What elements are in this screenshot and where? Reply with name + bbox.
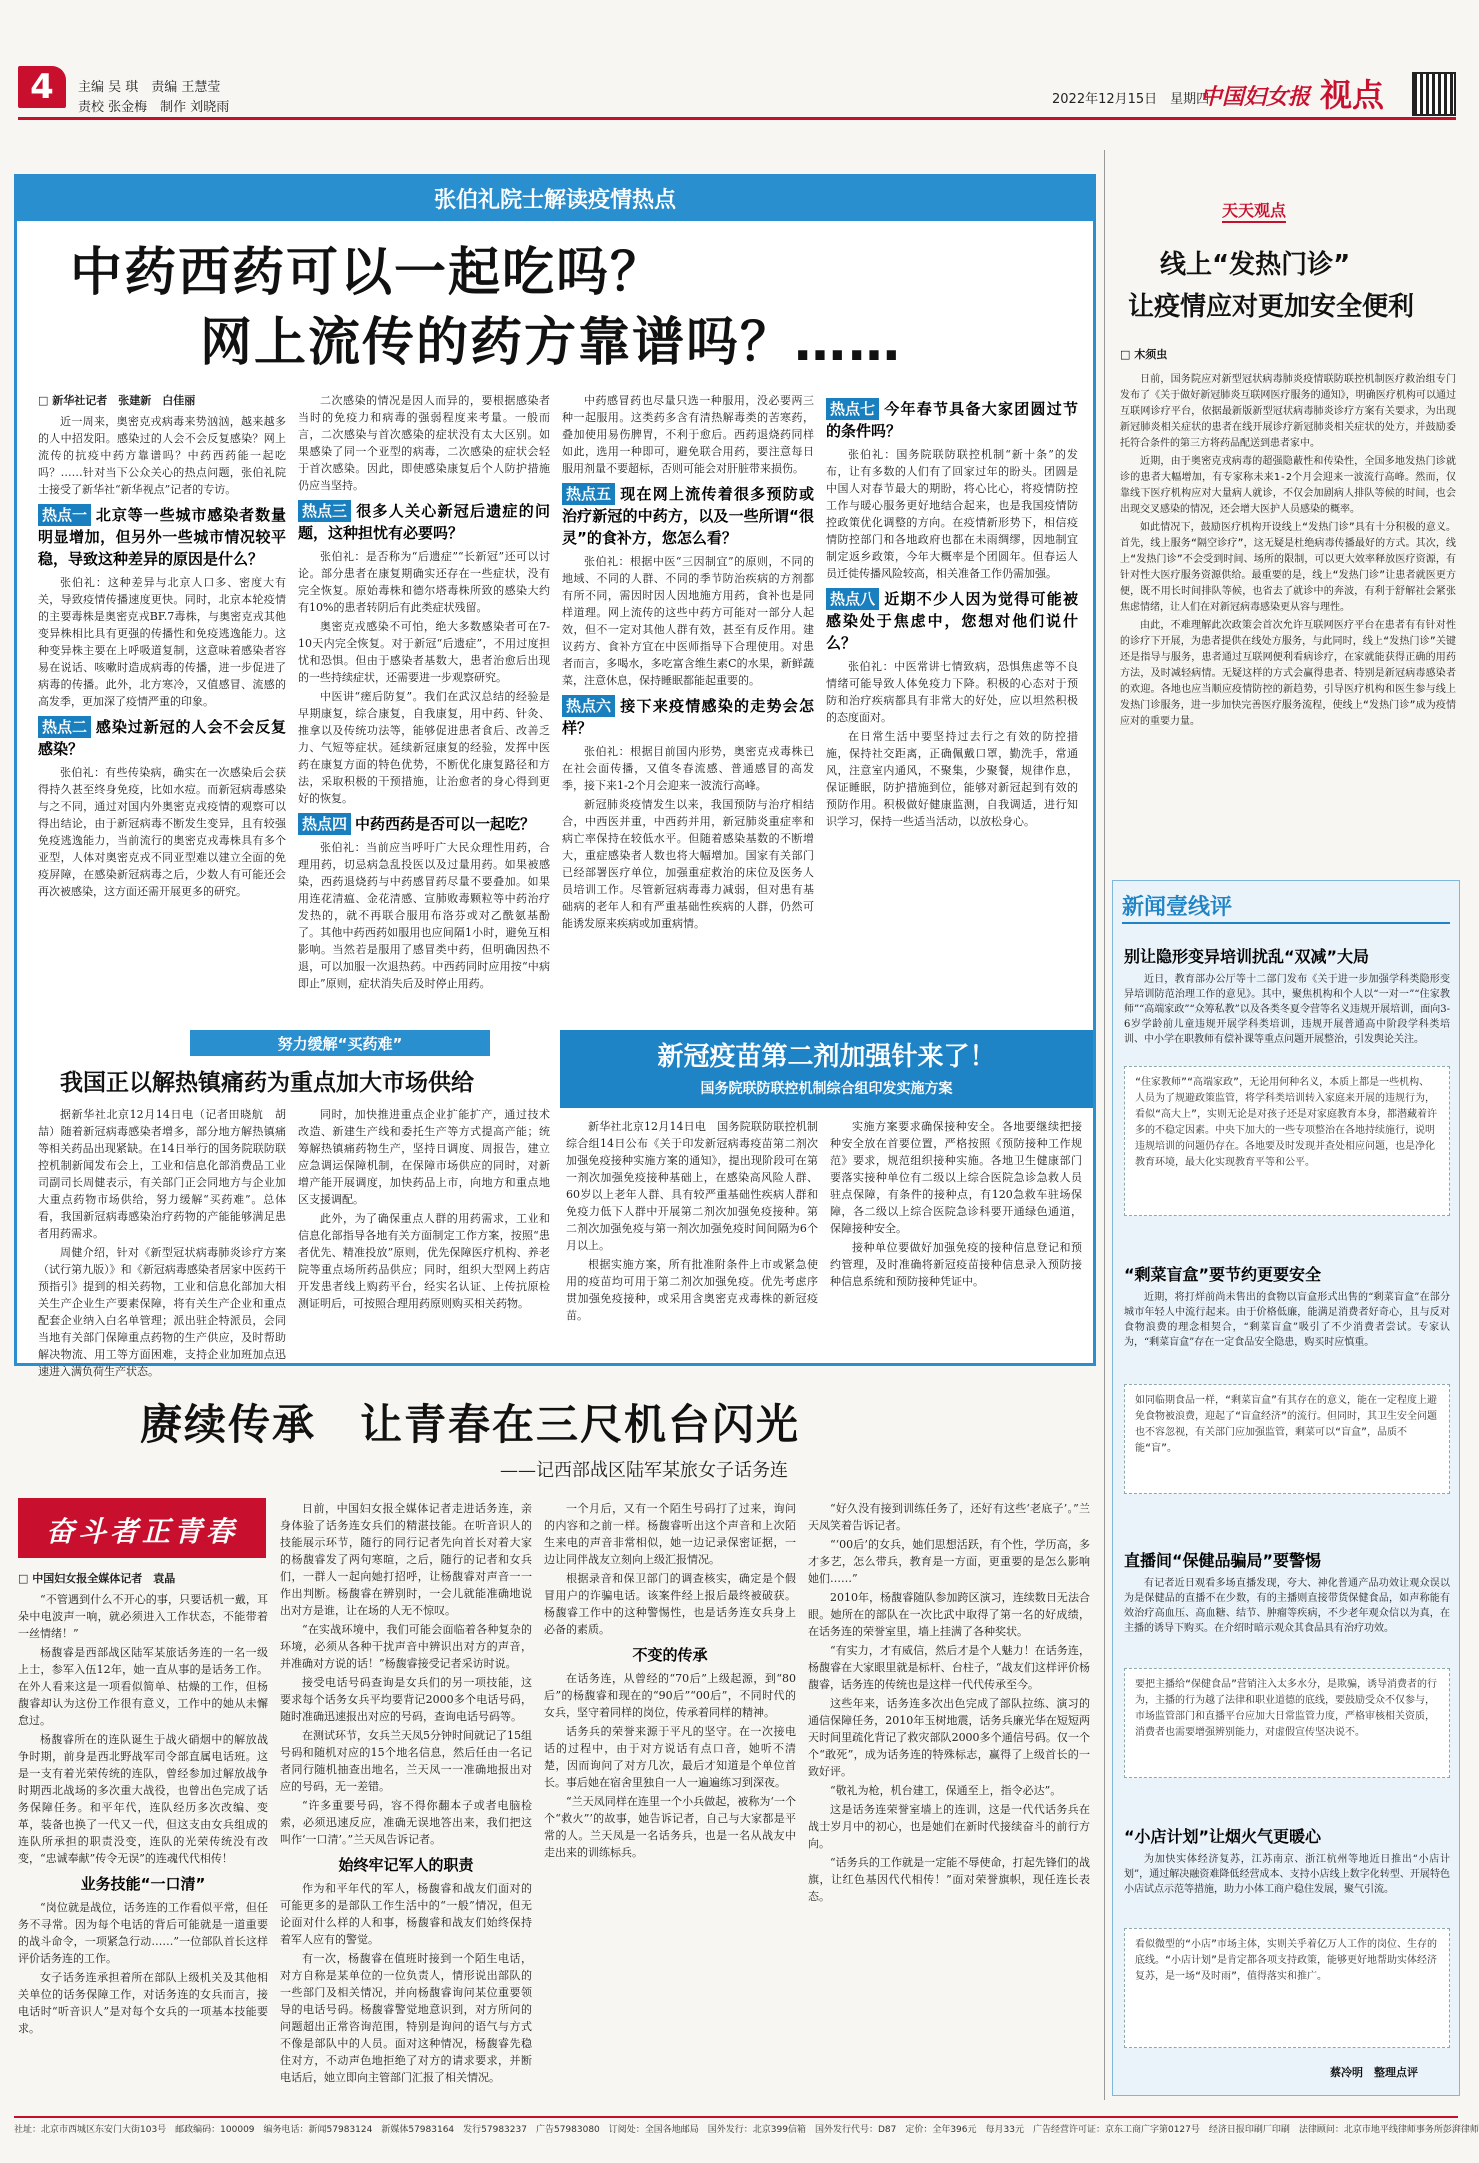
hot-question-4: 热点四 中药西药是否可以一起吃？ xyxy=(298,813,550,835)
column-logo-box xyxy=(18,1498,266,1558)
feature-p5: 女子话务连承担着所在部队上级机关及其他相关单位的话务保障工作，对话务连的女兵而言，接电话时“听音识人”是对每个女兵的一项基本技能要求。 xyxy=(18,1971,268,2035)
answer-4: 张伯礼：当前应当呼吁广大民众理性用药，合理用药，切忌病急乱投医以及过量用药。如果被感染，西药退烧药与中药感冒药尽量不要叠加。如果用连花清瘟、金花清感、宣肺败毒颗粒等中药治疗发热的，就不再联合服用布洛芬或对乙酰氨基酚了。其他中药西药如服用也应间隔1小时，避免互相影响。当然若是服用了感冒类中药，但明确因热不退，可以加服一次退热药。中西药同时应用按“中病即止”原则，症状消失后及时停止用药。 xyxy=(298,841,550,990)
issue-date: 2022年12月15日 星期四 xyxy=(1052,92,1210,107)
story3-p1: 新华社北京12月14日电 国务院联防联控机制综合组14日公布《关于印发新冠病毒疫苗第二剂次加强免疫接种实施方案的通知》，提出现阶段可在第一剂次加强免疫接种基础上，在感染高风险人群、60岁以上老年人群、具有较严重基础性疾病人群和免疫力低下人群中开展第二剂次加强免疫接种。第二剂次加强免疫与第一剂次加强免疫时间间隔为6个月以上。 xyxy=(566,1120,818,1252)
feature-byline: □ 中国妇女报全媒体记者 袁晶 xyxy=(18,1572,176,1585)
story2-kicker-band xyxy=(190,1030,490,1056)
xinwen-rule xyxy=(1122,922,1450,924)
hot-question-2: 热点二 感染过新冠的人会不会反复感染？ xyxy=(38,718,286,758)
feature-p6: 日前，中国妇女报全媒体记者走进话务连，亲身体验了话务连女兵们的精湛技能。在听音识人的技能展示环节，随行的同行记者先向首长对着大家的杨馥睿发了两句寒暄，之后，随行的记者和女兵们，一群人一起向她打招呼，让杨馥睿对声音一一作出判断。杨馥睿在辨别时，一会儿就能准确地说出对方是谁，让在场的人无不惊叹。 xyxy=(280,1502,532,1617)
feature-subhead-2: 始终牢记军人的职责 xyxy=(338,1856,474,1874)
answer-3c: 中医讲“瘥后防复”。我们在武汉总结的经验是早期康复，综合康复，自我康复，用中药、针灸、推拿以及传统功法等，能够促进患者食后、改善乏力、气短等症状。延续新冠康复的经验，发挥中医药在康复方面的特色优势，不断优化康复路径和方法，采取积极的干预措施，让治愈者的身心得到更好的恢复。 xyxy=(298,690,550,805)
hot-tag-6: 热点六 xyxy=(562,695,615,717)
paper-name-logo: 中国妇女报 xyxy=(1200,84,1311,110)
story2-headline: 我国正以解热镇痛药为重点加大市场供给 xyxy=(60,1070,474,1096)
page-number-badge: 4 xyxy=(18,66,66,108)
feature-p19: “‘00后’的女兵，她们思想活跃，有个性，学历高，多才多艺，怎么带兵，教育是一方面，更重要的是怎么影响她们……” xyxy=(808,1538,1090,1585)
main-headline-1: 中药西药可以一起吃吗？ xyxy=(70,243,665,303)
story3-subtitle: 国务院联防联控机制综合组印发实施方案 xyxy=(700,1081,953,1097)
feature-p25: “话务兵的工作就是一定能不辱使命，打起先锋们的战旗，让红色基因代代相传！”面对荣誉旗帜，现任连长表态。 xyxy=(808,1856,1090,1903)
answer-3b: 奥密克戎感染不可怕，绝大多数感染者可在7-10天内完全恢复。对于新冠“后遗症”，不用过度担忧和恐惧。但由于感染者基数大，患者治愈后出现的一些持续症状，还需要进一步观察研究。 xyxy=(298,620,550,684)
sidebar-divider xyxy=(1104,150,1105,2100)
main-byline: □ 新华社记者 张建新 白佳丽 xyxy=(38,394,196,407)
answer-4b: 中药感冒药也尽量只选一种服用，没必要两三种一起服用。这类药多含有清热解毒类的苦寒药，叠加使用易伤脾胃，不利于愈后。西药退烧药同样如此，选用一种即可，避免联合用药，要注意每日服用剂量不要超标，否则可能会对肝脏带来损伤。 xyxy=(562,394,814,475)
story2-col-2 xyxy=(298,1106,550,1356)
story2-kicker: 努力缓解“买药难” xyxy=(277,1035,403,1053)
c4-title: “小店计划”让烟火气更暖心 xyxy=(1124,1827,1322,1846)
story2-p3: 同时，加快推进重点企业扩能扩产，通过技术改造、新建生产线和委托生产等方式提高产能；统筹解热镇痛药物生产，坚持日调度、周报告，建立应急调运保障机制，在保障市场供应的同时，对新增产能开展调度，加快药品上市，向地方和重点地区支援调配。 xyxy=(298,1108,550,1206)
main-kicker: 张伯礼院士解读疫情热点 xyxy=(433,188,676,213)
feature-subhead-3: 不变的传承 xyxy=(632,1646,708,1664)
feature-p23: “敬礼为枪，机台建工，保通至上，指令必达”。 xyxy=(830,1784,1062,1797)
answer-6: 张伯礼：根据目前国内形势，奥密克戎毒株已在社会面传播，又值冬春流感、普通感冒的高发季，接下来1-2个月会迎来一波流行高峰。 xyxy=(562,745,814,792)
feature-p14: 根据录音和保卫部门的调查核实，确定是个假冒用户的诈骗电话。该案件经上报后最终被破获。杨馥睿工作中的这种警惕性，也是话务连女兵身上必备的素质。 xyxy=(544,1572,796,1636)
c3-body: 有记者近日观看多场直播发现，夸大、神化普通产品功效让观众误以为是保健品的直播不在少数，有的主播则直接带货保健食品，如声称能有效治疗高血压、高血糖、结节、肿瘤等疾病，不少老年观众信以为真，在主播的诱导下购买。在介绍时暗示观众其食品具有治疗功效。 xyxy=(1124,1578,1450,1634)
feature-p9: 在测试环节，女兵兰天凤5分钟时间就记了15组号码和随机对应的15个地名信息，然后任由一名记者同行随机抽查出地名，兰天凤一一准确地报出对应的号码，无一差错。 xyxy=(280,1729,532,1793)
story3-title-band xyxy=(560,1030,1093,1108)
hot-tag-4: 热点四 xyxy=(298,813,351,835)
sidebar-column-label: 天天观点 xyxy=(1222,198,1286,223)
story3-p3: 实施方案要求确保接种安全。各地要继续把接种安全放在首要位置，严格按照《预防接种工作规范》要求，规范组织接种实施。各地卫生健康部门要落实接种单位有二级以上综合医院急诊急救人员驻点保障，有条件的接种点，有120急救车驻场保障，各二级以上综合医院急诊科要开通绿色通道，保障接种安全。 xyxy=(830,1120,1082,1235)
answer-8b: 在日常生活中要坚持过去行之有效的防控措施，保持社交距离，正确佩戴口罩，勤洗手，常通风，注意室内通风，不聚集，少聚餐，规律作息，保证睡眠，防护措施到位，能够对新冠起到有效的预防作用。积极做好健康监测，自我调适，进行知识学习，保持一些适当活动，以放松身心。 xyxy=(826,730,1078,828)
c1-body: 近日，教育部办公厅等十二部门发布《关于进一步加强学科类隐形变异培训防范治理工作的意见》。其中，聚焦机构和个人以“一对一”“住家教师”“高端家政”“众筹私教”以及各类冬夏令营等名义违规开展培训，面向3-6岁学龄前儿童违规开展学科类培训，违规开展普通高中阶段学科类培训、中小学在职教师有偿补课等重点问题开展整治，引发舆论关注。 xyxy=(1124,974,1450,1045)
feature-col-1 xyxy=(18,1570,268,2090)
hot-tag-7: 热点七 xyxy=(826,398,879,420)
story2-p4: 此外，为了确保重点人群的用药需求，工业和信息化部指导各地有关方面制定工作方案，按照“患者优先、精准投放”原则，优先保障医疗机构、养老院等重点场所药品供应；同时，组织大型网上药店开发患者线上购药平台，经实名认证、上传抗原检测证明后，可按照合理用药原则购买相关药物。 xyxy=(298,1212,550,1310)
main-col-1 xyxy=(38,392,286,1032)
answer-1: 张伯礼：这种差异与北京人口多、密度大有关，导致疫情传播速度更快。同时，北京本轮疫情的主要毒株是奥密克戎BF.7毒株，与奥密克戎其他变异株相比具有更强的传播性和免疫逃逸能力。这种变异株主要在上呼吸道复制，这意味着感染者容易在说话、咳嗽时造成病毒的传播，进一步促进了病毒的传播。此外，北方寒冷，又值感冒、流感的高发季，更加深了疫情严重的印象。 xyxy=(38,576,286,708)
feature-p1: “不管遇到什么不开心的事，只要话机一戴，耳朵中电波声一响，就必须进入工作状态，不能带着一丝情绪！” xyxy=(18,1593,268,1640)
feature-col-2 xyxy=(280,1500,532,2090)
footer-imprint: 社址：北京市西城区东安门大街103号 邮政编码：100009 编务电话：新闻57983124 新媒体57983164 发行57983237 广告57983080 订阅处：全国各地邮局 国外发行：北京399信箱 国外发行代号：D87 定价：全年396元 每月33元 广告经营许可证：京东工商广字第0127号 经济日报印刷厂印刷 法律顾问：北京市地平线律师事务所彭湃律师 xyxy=(14,2125,1479,2135)
feature-p15: 在话务连，从曾经的“70后”上级起源，到“80后”的杨馥睿和现在的“90后”“00后”，不同时代的女兵，坚守着同样的岗位，传承着同样的精神。 xyxy=(544,1672,796,1719)
main-headline-2: 网上流传的药方靠谱吗？…… xyxy=(200,313,903,373)
footer-rule xyxy=(14,2116,1458,2118)
feature-p10: “许多重要号码，容不得你翻本子或者电脑检索，必须迅速反应，准确无误地答出来，我们把这叫作‘一口清’。”兰天凤告诉记者。 xyxy=(280,1799,532,1846)
editor-line-2: 责校 张金梅 制作 刘晓雨 xyxy=(78,100,230,115)
sidebar-p4: 由此，不难理解此次政策会首次允许互联网医疗平台在患者有有针对性的诊疗下开展，为患者提供在线处方服务，与此同时，线上“发热门诊”关键还是指导与服务，患者通过互联网便利看病诊疗，在家就能获得正确的用药方法，及时减轻病情。无疑这样的方式会赢得患者、特别是新冠病毒感染者的欢迎。各地也应当顺应疫情防控的新趋势，引导医疗机构和医生参与线上发热门诊服务，进一步加快完善医疗服务流程，使线上“发热门诊”成为疫情应对的重要力量。 xyxy=(1120,620,1456,727)
editor-line-1: 主编 吴 琪 责编 王慧莹 xyxy=(78,80,221,95)
feature-p2: 杨馥睿是西部战区陆军某旅话务连的一名一级上士，参军入伍12年，她一直从事的是话务工作。在外人看来这是一项看似简单、枯燥的工作，但杨馥睿却认为这份工作很有意义，工作中的她从未懈怠过。 xyxy=(18,1646,268,1727)
answer-5: 张伯礼：根据中医“三因制宜”的原则，不同的地域、不同的人群、不同的季节防治疾病的方剂都有所不同，需因时因人因地施方用药，食补也是同样道理。网上流传的这些中药方可能对一部分人起效，但不一定对其他人群有效，甚至有反作用。建议药方、食补方宜在中医师指导下合理使用。对患者而言，多喝水，多吃富含维生素C的水果，新鲜蔬菜，注意休息，保持睡眠都能起重要的。 xyxy=(562,555,814,687)
c3-title: 直播间“保健品骗局”要警惕 xyxy=(1124,1551,1322,1570)
c2-title: “剩菜盲盒”要节约更要安全 xyxy=(1124,1265,1322,1284)
story2-col-1 xyxy=(38,1106,286,1378)
feature-p20: 2010年，杨馥睿随队参加跨区演习，连续数日无法合眼。她所在的部队在一次比武中取得了第一名的好成绩，在话务连的荣誉室里，墙上挂满了各种奖状。 xyxy=(808,1591,1090,1638)
main-kicker-band xyxy=(17,177,1093,221)
feature-p3: 杨馥睿所在的连队诞生于战火硝烟中的解放战争时期，前身是西北野战军司令部直属电话班。这是一支有着光荣传统的连队，曾经参加过解放战争时期西北战场的多次重大战役，也曾出色完成了话务保障任务。和平年代，连队经历多次改编、变革，装备也换了一代又一代，但这支由女兵组成的连队所承担的职责没变，连队的光荣传统没有改变，“忠诚奉献”传令无误”的连魂代代相传！ xyxy=(18,1733,268,1865)
sidebar-title-2: 让疫情应对更加安全便利 xyxy=(1128,292,1415,322)
section-title: 视点 xyxy=(1320,76,1385,114)
c1-title: 别让隐形变异培训扰乱“双减”大局 xyxy=(1124,947,1370,966)
story3-col-2 xyxy=(830,1118,1082,1358)
hot-tag-8: 热点八 xyxy=(826,588,879,610)
hot-question-7: 热点七 今年春节具备大家团圆过节的条件吗？ xyxy=(826,400,1078,440)
hot-tag-2: 热点二 xyxy=(38,716,91,738)
main-col-3 xyxy=(562,392,814,1032)
feature-p17: “兰天凤同样在连里一个小兵做起，被称为‘一个个“救火”’的故事，她告诉记者，自己与大家都是平常的人。兰天凤是一名话务兵，也是一名从战友中走出来的训练标兵。 xyxy=(544,1795,796,1859)
answer-3: 张伯礼：是否称为“后遗症”“长新冠”还可以讨论。部分患者在康复期确实还存在一些症状，没有完全恢复。原始毒株和德尔塔毒株所致的感染大约有10%的患者转阴后有此类症状残留。 xyxy=(298,550,550,614)
sidebar-title-1: 线上“发热门诊” xyxy=(1160,250,1351,280)
story3-headline: 新冠疫苗第二剂加强针来了！ xyxy=(657,1042,996,1072)
sidebar-p1: 日前，国务院应对新型冠状病毒肺炎疫情联防联控机制医疗救治组专门发布了《关于做好新冠肺炎互联网医疗服务的通知》，明确医疗机构可以通过互联网诊疗平台，依据最新版新型冠状病毒肺炎诊疗方案有关要求，为出现新冠肺炎相关症状的患者在线开展诊疗新冠肺炎相关症状的处方，并鼓励委托符合条件的第三方将药品配送到患者家中。 xyxy=(1120,374,1456,449)
c4-comment: 看似微型的“小店”市场主体，实则关乎着亿万人工作的岗位、生存的底线。“小店计划”是肯定都各项支持政策，能够更好地帮助实体经济复苏，是一场“及时雨”，值得落实和推广。 xyxy=(1124,1928,1450,2048)
qr-code xyxy=(1412,72,1456,116)
feature-headline: 赓续传承 让青春在三尺机台闪光 xyxy=(140,1400,801,1449)
xinwen-label: 新闻壹线评 xyxy=(1122,895,1233,920)
c4-body: 为加快实体经济复苏，江苏南京、浙江杭州等地近日推出“小店计划”，通过解决融资难降低经营成本、支持小店线上数字化转型、开展特色小店试点示范等措施，助力小体工商户稳住发展，聚气引流。 xyxy=(1124,1854,1450,1895)
c2-comment: 如同临期食品一样，“剩菜盲盒”有其存在的意义，能在一定程度上避免食物被浪费，迎起了“盲盒经济”的流行。但同时，其卫生安全问题也不容忽视，有关部门应加强监管，剩菜可以“盲盒”，品质不能“盲”。 xyxy=(1124,1384,1450,1494)
hot-question-8: 热点八 近期不少人因为觉得可能被感染处于焦虑中，您想对他们说什么？ xyxy=(826,590,1078,652)
feature-p12: 有一次，杨馥睿在值班时接到一个陌生电话，对方自称是某单位的一位负责人，情形说出部队的一些部门及相关情况，并向杨馥睿询问某位重要领导的电话号码。杨馥睿警觉地意识到，对方所问的问题超出正常咨询范围，特别是询问的语气与方式不像是部队中的人员。面对这种情况，杨馥睿先稳住对方，不动声色地拒绝了对方的请求要求，并断电话后，她立即向主管部门汇报了相关情况。 xyxy=(280,1952,532,2084)
feature-p21: “有实力，才有威信，然后才是个人魅力！在话务连，杨馥睿在大家眼里就是标杆、台柱子，“战友们这样评价杨馥睿，话务连的传统也是这样一代代传承至今。 xyxy=(808,1644,1090,1691)
answer-7: 张伯礼：国务院联防联控机制“新十条”的发布，让有多数的人们有了回家过年的盼头。团圆是中国人对春节最大的期盼，将心比心，将疫情防控工作与暖心服务更好地结合起来，也是我国疫情防控政策优化调整的方向。在疫情新形势下，相信疫情防控部门和各地政府也都在未雨绸缪，因地制宜制定返乡政策，今年大概率是个团圆年。但春运人员迁徙传播风险较高，相关准备工作仍需加强。 xyxy=(826,448,1078,580)
story3-col-1 xyxy=(566,1118,818,1358)
feature-p13: 一个月后，又有一个陌生号码打了过来，询问的内容和之前一样。杨馥睿听出这个声音和上次陌生来电的声音非常相似，她一边记录保密证据，一边让同伴战友立刻向上级汇报情况。 xyxy=(544,1502,796,1566)
answer-2: 张伯礼：有些传染病，确实在一次感染后会获得持久甚至终身免疫，比如水痘。而新冠病毒感染与之不同，通过对国内外奥密克戎疫情的观察可以得出结论，由于新冠病毒不断发生变异，且有较强免疫逃逸能力，当前流行的奥密克戎毒株具有多个亚型，人体对奥密克戎不同亚型难以建立全面的免疫屏障，在感染新冠病毒之后，少数人有可能还会再次被感染，这方面还需开展更多的研究。 xyxy=(38,766,286,898)
feature-p24: 这是话务连荣誉室墙上的连训，这是一代代话务兵在战士岁月中的初心，也是她们在新时代接续奋斗的前行方向。 xyxy=(808,1803,1090,1850)
feature-p8: 接受电话号码查询是女兵们的另一项技能，这要求每个话务女兵平均要背记2000多个电话号码，随时准确迅速报出对应的号码，查询电话号码等。 xyxy=(280,1676,532,1723)
main-intro: 近一周来，奥密克戎病毒来势汹汹，越来越多的人中招发阳。感染过的人会不会反复感染？网上流传的抗疫中药方靠谱吗？中药西药能一起吃吗？……针对当下公众关心的热点问题，张伯礼院士接受了新华社“新华视点”记者的专访。 xyxy=(38,415,286,496)
c1-comment: “住家教师”“高端家政”，无论用何种名义，本质上都是一些机构、人员为了规避政策监管，将学科类培训转入家庭来开展的违规行为，看似“高大上”，实则无论是对孩子还是对家庭教育本身，都潜藏着许多的不稳定因素。中央下加大的一些专项整治在各地持续施行，说明违规培训的问题仍存在。各地要及时发现并查处相应问题，也是净化教育环境，最大化实现教育平等和公平。 xyxy=(1124,1066,1450,1216)
story3-p2: 根据实施方案，所有批准附条件上市或紧急使用的疫苗均可用于第二剂次加强免疫。优先考虑序贯加强免疫接种，或采用含奥密克戎毒株的新冠疫苗。 xyxy=(566,1258,818,1322)
c3-comment: 要把主播给“保健食品”营销注入太多水分，是欺骗，诱导消费者的行为，主播的行为越了法律和职业道德的底线，要鼓励受众不仅参与，市场监管部门和直播平台应加大日常监管力度，严格审核相关资质，消费者也需要增强辨别能力，对虚假宣传坚决说不。 xyxy=(1124,1668,1450,1778)
answer-8: 张伯礼：中医常讲七情致病，恐惧焦虑等不良情绪可能导致人体免疫力下降。积极的心态对于预防和治疗疾病都具有非常大的好处，应以坦然积极的态度面对。 xyxy=(826,660,1078,724)
story3-p4: 接种单位要做好加强免疫的接种信息登记和预约管理，及时准确将新冠疫苗接种信息录入预防接种信息系统和预防接种凭证中。 xyxy=(830,1241,1082,1288)
sidebar-body xyxy=(1120,372,1456,872)
c2-body: 近期，将打烊前尚未售出的食物以盲盒形式出售的“剩菜盲盒”在部分城市年轻人中流行起来。由于价格低廉，能满足消费者好奇心，且与反对食物浪费的理念相契合，“剩菜盲盒”吸引了不少消费者尝试。专家认为，“剩菜盲盒”存在一定食品安全隐患，购买时应慎重。 xyxy=(1124,1292,1450,1348)
hot-question-1: 热点一 北京等一些城市感染者数量明显增加，但另外一些城市情况较平稳，导致这种差异的原因是什么？ xyxy=(38,506,286,568)
feature-p7: “在实战环境中，我们可能会面临着各种复杂的环境，必须从各种干扰声音中辨识出对方的声音，并准确对方说的话！”杨馥睿接受记者采访时说。 xyxy=(280,1623,532,1670)
feature-subhead-1: 业务技能“一口清” xyxy=(80,1875,206,1893)
hot-tag-1: 热点一 xyxy=(38,504,91,526)
feature-p18: “好久没有接到训练任务了，还好有这些‘老底子’。”兰天凤笑着告诉记者。 xyxy=(808,1502,1090,1532)
sidebar-p2: 近期，由于奥密克戎病毒的超强隐蔽性和传染性，全国多地发热门诊就诊的患者大幅增加，有专家称未来1-2个月会迎来一波流行高峰。然而，仅靠线下医疗机构应对大量病人就诊，不仅会加剧病人排队等候的时间，也会出现交叉感染的情况，还会增大医护人员感染的概率。 xyxy=(1120,456,1456,515)
answer-6b: 新冠肺炎疫情发生以来，我国预防与治疗相结合，中西医并重，中西药并用，新冠肺炎重症率和病亡率保持在较低水平。但随着感染基数的不断增大，重症感染者人数也将大幅增加。国家有关部门已经部署医疗单位，加强重症救治的床位及医务人员培训工作。尽管新冠病毒毒力减弱，但对患有基础病的老年人和有严重基础性疾病的人群，仍然可能诱发原来疾病或加重病情。 xyxy=(562,798,814,930)
feature-p4: “岗位就是战位，话务连的工作看似平常，但任务不寻常。因为每个电话的背后可能就是一道重要的战斗命令，一项紧急行动……”一位部队首长这样评价话务连的工作。 xyxy=(18,1901,268,1965)
sidebar-p3: 如此情况下，鼓励医疗机构开设线上“发热门诊”具有十分积极的意义。首先，线上服务“隔空诊疗”，这无疑是杜绝病毒传播最好的方式。其次，线上“发热门诊”不会受到时间、场所的限制，可以更大效率释放医疗资源，有针对性大医疗服务资源供给。最重要的是，线上“发热门诊”让患者就医更方便，既不用长时间排队等候，也省去了就诊中的奔波，有利于舒解社会紧张焦虑情绪，让人们在对新冠病毒感染更从容与理性。 xyxy=(1120,522,1456,613)
story2-p1: 据新华社北京12月14日电（记者田晓航 胡喆）随着新冠病毒感染者增多，部分地方解热镇痛等相关药品出现紧缺。在14日举行的国务院联防联控机制新闻发布会上，工业和信息化部消费品工业司副司长周健表示，有关部门正会同地方与企业加大重点药物市场供给，努力缓解“买药难”。总体看，我国新冠病毒感染治疗药物的产能能够满足患者用药需求。 xyxy=(38,1108,286,1240)
feature-p22: 这些年来，话务连多次出色完成了部队拉练、演习的通信保障任务，2010年玉树地震，话务兵廉光华在短短两天时间里疏化背记了救灾部队2000多个通信号码。仅一个个“敢死”，成为话务连的特殊标志，赢得了上级首长的一致好评。 xyxy=(808,1697,1090,1778)
hot-question-6: 热点六 接下来疫情感染的走势会怎样？ xyxy=(562,697,814,737)
header-rule xyxy=(18,117,1456,120)
hot-question-3: 热点三 很多人关心新冠后遗症的问题，这种担忧有必要吗？ xyxy=(298,502,550,542)
column-logo: 奋斗者正青春 xyxy=(45,1515,238,1548)
hot-tag-3: 热点三 xyxy=(298,500,351,522)
sidebar-byline: □ 木须虫 xyxy=(1120,348,1168,361)
feature-p16: 话务兵的荣誉来源于平凡的坚守。在一次接电话的过程中，由于对方说话有点口音，她听不清楚，因而询问了对方几次，最后才知道是个单位首长。事后她在宿舍里独自一人一遍遍练习到深夜。 xyxy=(544,1725,796,1789)
answer-2b: 二次感染的情况是因人而异的，要根据感染者当时的免疫力和病毒的强弱程度来考量。一般而言，二次感染与首次感染的症状没有太大区别。如果感染了同一个亚型的病毒，二次感染的症状会轻于首次感染。因此，即使感染康复后个人防护措施仍应当坚持。 xyxy=(298,394,550,492)
main-col-4 xyxy=(826,392,1078,1032)
feature-col-4 xyxy=(808,1500,1090,2090)
hot-question-5: 热点五 现在网上流传着很多预防或治疗新冠的中药方，以及一些所谓“很灵”的食补方，您怎么看？ xyxy=(562,485,814,547)
main-col-2 xyxy=(298,392,550,1032)
hot-tag-5: 热点五 xyxy=(562,483,615,505)
story2-p2: 周健介绍，针对《新型冠状病毒肺炎诊疗方案（试行第九版）》和《新冠病毒感染者居家中医药干预指引》提到的相关药物，工业和信息化部加大相关生产企业生产要素保障，将有关生产企业和重点配套企业纳入白名单管理；派出驻企特派员，会同当地有关部门保障重点药物的生产供应，及时帮助解决物流、用工等方面困难，支持企业加班加点迅速进入满负荷生产状态。 xyxy=(38,1246,286,1378)
feature-col-3 xyxy=(544,1500,796,2090)
c4-credit: 蔡冷明 整理点评 xyxy=(1330,2066,1418,2079)
page-header xyxy=(0,0,1472,120)
feature-subtitle: ——记西部战区陆军某旅女子话务连 xyxy=(500,1460,788,1481)
feature-p11: 作为和平年代的军人，杨馥睿和战友们面对的可能更多的是部队工作生活中的“一般”情况，但无论面对什么样的人和事，杨馥睿和战友们始终保持着军人应有的警觉。 xyxy=(280,1882,532,1946)
